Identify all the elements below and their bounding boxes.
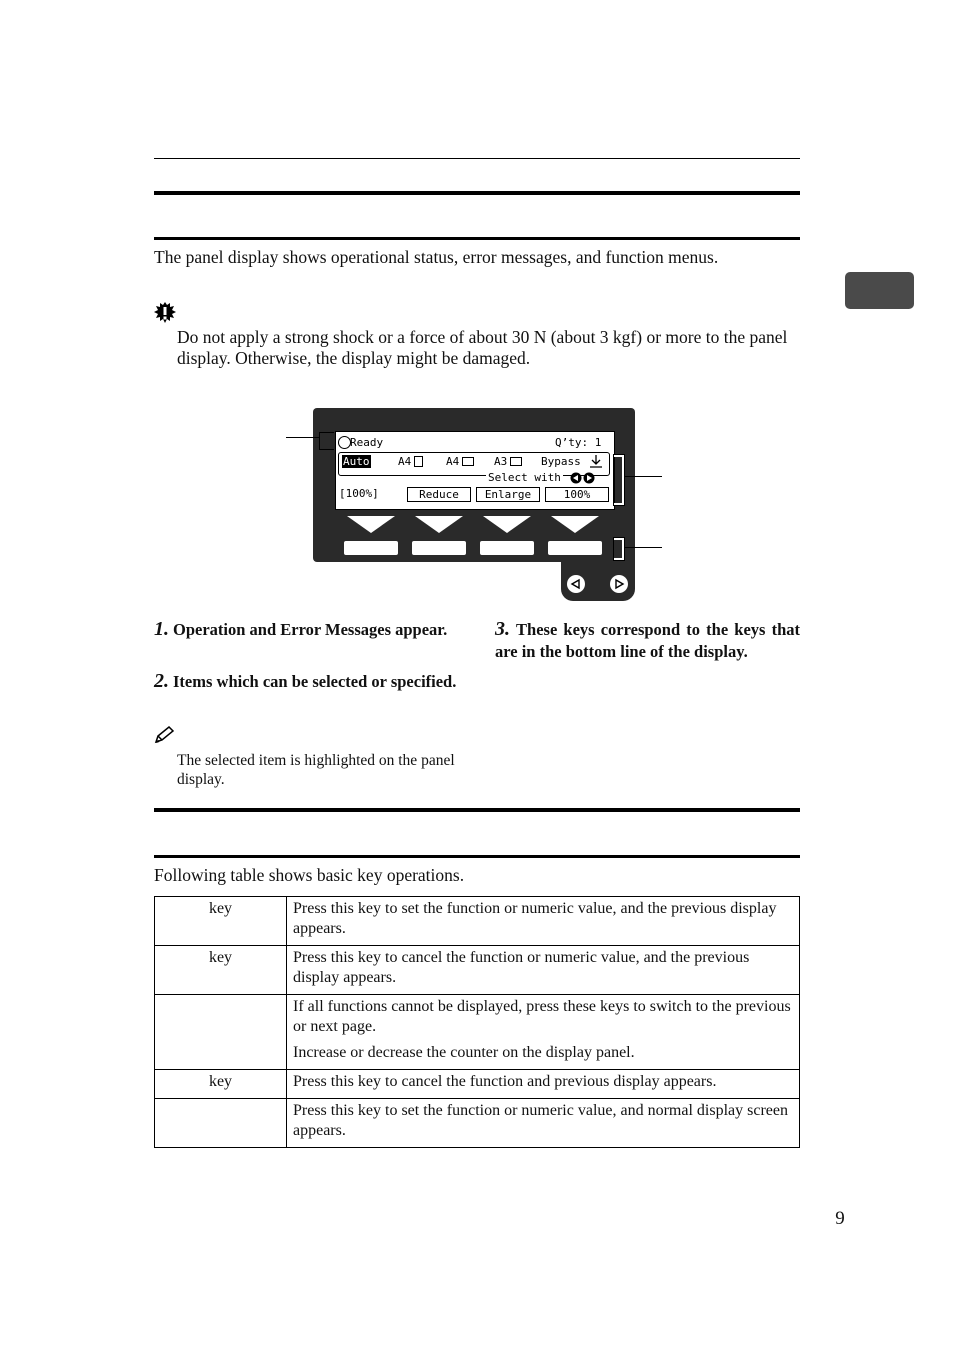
description-text: Press this key to cancel the function and previous display appears. xyxy=(293,1073,717,1090)
key-name-cell xyxy=(155,1099,287,1148)
item-text: Operation and Error Messages appear. xyxy=(173,620,448,639)
bypass-tray-icon xyxy=(589,454,603,468)
reduce-softkey-label[interactable]: Reduce xyxy=(407,487,471,502)
callout-item-3 xyxy=(495,618,800,662)
note-pencil-icon xyxy=(154,726,176,744)
right-arrow-key-icon[interactable] xyxy=(610,575,628,593)
portrait-paper-icon xyxy=(414,456,423,467)
callout-bracket-3 xyxy=(614,538,624,560)
table-row xyxy=(155,946,800,995)
callout-bracket-1 xyxy=(319,432,334,450)
description-cell xyxy=(287,1099,800,1148)
description-cell xyxy=(287,897,800,946)
description-cell xyxy=(287,995,800,1070)
status-message: Ready xyxy=(350,436,384,449)
page-number: 9 xyxy=(835,1208,845,1229)
landscape-paper-icon xyxy=(510,457,522,466)
quantity-readout: Q’ty: 1 xyxy=(555,436,602,449)
description-text: If all functions cannot be displayed, press these keys to switch to the previous or next page. xyxy=(293,998,791,1035)
table-row xyxy=(155,1099,800,1148)
paper-option-a3[interactable]: A3 xyxy=(494,455,508,468)
description-text: Increase or decrease the counter on the display panel. xyxy=(293,1044,635,1061)
paper-option-bypass[interactable]: Bypass xyxy=(541,455,581,468)
selection-key-1[interactable] xyxy=(344,541,398,555)
subsection-heading-rule xyxy=(154,237,800,240)
key-name-cell: key xyxy=(155,946,287,995)
selection-key-pointer xyxy=(415,516,463,533)
selection-key-4[interactable] xyxy=(548,541,602,555)
paper-option-a4-landscape[interactable]: A4 xyxy=(446,455,460,468)
item-number: 2. xyxy=(154,670,169,692)
section-heading-rule xyxy=(154,191,800,195)
callout-item-2 xyxy=(154,670,459,693)
item-text: Items which can be selected or specified. xyxy=(173,672,457,691)
table-row xyxy=(155,995,800,1070)
description-text: Press this key to cancel the function or numeric value, and the previous display appears. xyxy=(293,949,750,986)
selection-key-pointer xyxy=(483,516,531,533)
callout-line-1 xyxy=(286,437,320,438)
subsection-heading-rule xyxy=(154,855,800,858)
selection-key-pointer xyxy=(551,516,599,533)
key-name-cell: key xyxy=(155,1070,287,1099)
key-operations-table xyxy=(154,896,800,1148)
callout-item-1 xyxy=(154,618,459,641)
important-text: Do not apply a strong shock or a force of about 30 N (about 3 kgf) or more to the panel display. Otherwise, the display might be damaged. xyxy=(177,327,788,368)
callout-bracket-2 xyxy=(614,455,624,505)
table-row xyxy=(155,897,800,946)
landscape-paper-icon xyxy=(462,457,474,466)
enlarge-softkey-label[interactable]: Enlarge xyxy=(476,487,540,502)
callout-line-2 xyxy=(625,476,662,477)
table-intro: Following table shows basic key operations. xyxy=(154,865,465,885)
selection-key-pointer xyxy=(347,516,395,533)
left-right-arrows-icon xyxy=(570,471,596,483)
key-name-cell xyxy=(155,995,287,1070)
full-size-softkey-label[interactable]: 100% xyxy=(545,487,609,502)
left-arrow-key-icon[interactable] xyxy=(567,575,585,593)
description-text: Press this key to set the function or numeric value, and normal display screen appears. xyxy=(293,1102,788,1139)
key-name-cell: key xyxy=(155,897,287,946)
item-number: 1. xyxy=(154,618,169,640)
chapter-tab-marker xyxy=(845,272,914,309)
important-icon xyxy=(154,302,176,324)
paper-option-a4-portrait[interactable]: A4 xyxy=(398,455,412,468)
callout-line-3 xyxy=(625,547,662,548)
header-thin-rule xyxy=(154,158,800,159)
select-hint: Select with xyxy=(488,471,561,484)
table-row xyxy=(155,1070,800,1099)
item-number: 3. xyxy=(495,618,510,640)
selection-key-2[interactable] xyxy=(412,541,466,555)
item-text: These keys correspond to the keys that are in the bottom line of the display. xyxy=(495,620,800,661)
section-heading-rule xyxy=(154,808,800,812)
note-text: The selected item is highlighted on the panel display. xyxy=(177,752,455,788)
intro-paragraph: The panel display shows operational status, error messages, and function menus. xyxy=(154,247,719,267)
description-cell xyxy=(287,946,800,995)
ratio-readout: [100%] xyxy=(339,487,379,500)
selection-key-3[interactable] xyxy=(480,541,534,555)
paper-option-auto[interactable]: Auto xyxy=(343,455,370,468)
description-cell xyxy=(287,1070,800,1099)
description-text: Press this key to set the function or numeric value, and the previous display appears. xyxy=(293,900,777,937)
